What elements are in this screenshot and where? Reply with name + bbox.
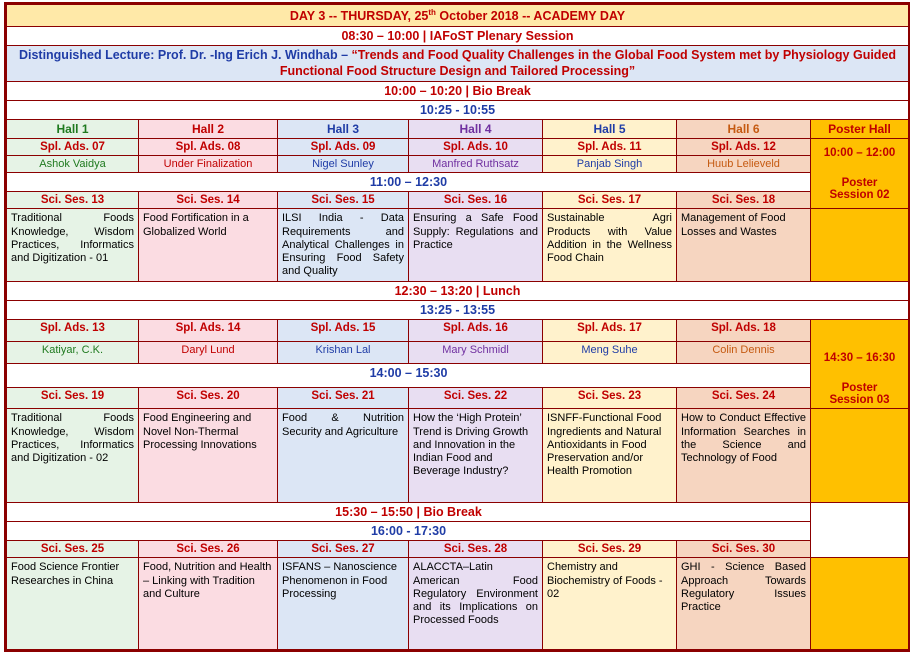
block2-speaker-4: Mary Schmidl: [409, 341, 543, 363]
hall-header-4: Hall 4: [409, 120, 543, 139]
poster-session-02-spacer: [811, 209, 909, 282]
block2-speaker-3: Krishan Lal: [278, 341, 409, 363]
poster-session-03-label: Poster: [841, 382, 878, 395]
block2-code-6: Spl. Ads. 18: [677, 320, 811, 342]
block1-speaker-1: Ashok Vaidya: [7, 156, 139, 173]
block2-code-row: [7, 320, 909, 342]
block2-session-code-6: Sci. Ses. 24: [677, 387, 811, 409]
block1-topic-1: Traditional Foods Knowledge, Wisdom Practices, Informatics and Digitization - 01: [7, 209, 139, 282]
block2-session-code-4: Sci. Ses. 22: [409, 387, 543, 409]
block2-speaker-6: Colin Dennis: [677, 341, 811, 363]
block2-session-code-row: [7, 387, 909, 409]
block1-code-5: Spl. Ads. 11: [543, 139, 677, 156]
block1-session-code-4: Sci. Ses. 16: [409, 192, 543, 209]
block3-topic-row: [7, 558, 909, 650]
bio-break-1-row: [7, 82, 909, 101]
bio-break-2-row: [7, 503, 909, 522]
plenary-title-row: [7, 46, 909, 82]
block2-code-3: Spl. Ads. 15: [278, 320, 409, 342]
slot-2-time: 13:25 - 13:55: [7, 301, 909, 320]
block1-code-2: Spl. Ads. 08: [139, 139, 278, 156]
block2-session-code-3: Sci. Ses. 21: [278, 387, 409, 409]
day-banner-row: [7, 5, 909, 27]
poster-session-03-time: 14:30 – 16:30: [823, 352, 896, 365]
block3-session-code-3: Sci. Ses. 27: [278, 541, 409, 558]
hall-header-2: Hall 2: [139, 120, 278, 139]
block1-band-row: [7, 173, 909, 192]
block1-speaker-5: Panjab Singh: [543, 156, 677, 173]
plenary-lecturer: Distinguished Lecture: Prof. Dr. -Ing Erich J. Windhab –: [18, 48, 352, 63]
block1-band-time: 11:00 – 12:30: [7, 173, 811, 192]
block1-topic-2: Food Fortification in a Globalized World: [139, 209, 278, 282]
block3-topic-6: GHI - Science Based Approach Towards Regulatory Issues Practice: [677, 558, 811, 650]
block3-session-code-5: Sci. Ses. 29: [543, 541, 677, 558]
lunch-row: [7, 282, 909, 301]
hall-header-6: Hall 6: [677, 120, 811, 139]
block1-topic-row: [7, 209, 909, 282]
hall-header-poster: Poster Hall: [811, 120, 909, 139]
block2-topic-1: Traditional Foods Knowledge, Wisdom Practices, Informatics and Digitization - 02: [7, 409, 139, 503]
block2-topic-3: Food & Nutrition Security and Agriculture: [278, 409, 409, 503]
block1-speaker-row: [7, 156, 909, 173]
day-banner-post: October 2018 -- ACADEMY DAY: [435, 9, 626, 24]
block2-topic-2: Food Engineering and Novel Non-Thermal Processing Innovations: [139, 409, 278, 503]
block1-code-1: Spl. Ads. 07: [7, 139, 139, 156]
block3-topic-4: ALACCTA–Latin American Food Regulatory Environment and its Implications on Processed Foods: [409, 558, 543, 650]
block1-session-code-6: Sci. Ses. 18: [677, 192, 811, 209]
poster-session-03-number: Session 03: [829, 394, 890, 407]
block1-session-code-3: Sci. Ses. 15: [278, 192, 409, 209]
block2-session-code-1: Sci. Ses. 19: [7, 387, 139, 409]
block1-speaker-4: Manfred Ruthsatz: [409, 156, 543, 173]
day-banner-pre: DAY 3 -- THURSDAY, 25: [289, 9, 429, 24]
hall-header-5: Hall 5: [543, 120, 677, 139]
poster-session-02-number: Session 02: [829, 188, 890, 201]
block3-session-code-6: Sci. Ses. 30: [677, 541, 811, 558]
block3-session-code-2: Sci. Ses. 26: [139, 541, 278, 558]
block1-topic-4: Ensuring a Safe Food Supply: Regulations and Practice: [409, 209, 543, 282]
poster-session-02-cell: [811, 139, 909, 209]
block2-topic-5: ISNFF-Functional Food Ingredients and Natural Antioxidants in Food Preservation and/or Health Promotion: [543, 409, 677, 503]
block1-code-4: Spl. Ads. 10: [409, 139, 543, 156]
block1-code-3: Spl. Ads. 09: [278, 139, 409, 156]
day-banner: [7, 5, 909, 27]
bio-break-1: 10:00 – 10:20 | Bio Break: [7, 82, 909, 101]
block2-band-time: 14:00 – 15:30: [7, 363, 811, 387]
poster-session-03-cont: [811, 503, 909, 558]
plenary-title: [7, 46, 909, 82]
block1-topic-6: Management of Food Losses and Wastes: [677, 209, 811, 282]
lunch-label: 12:30 – 13:20 | Lunch: [7, 282, 909, 301]
block1-speaker-2: Under Finalization: [139, 156, 278, 173]
block2-speaker-2: Daryl Lund: [139, 341, 278, 363]
hall-header-3: Hall 3: [278, 120, 409, 139]
block3-band-time: 16:00 - 17:30: [7, 522, 811, 541]
block2-speaker-row: [7, 341, 909, 363]
block3-band-row: [7, 522, 909, 541]
block2-speaker-5: Meng Suhe: [543, 341, 677, 363]
poster-session-02-label: Poster: [841, 176, 878, 189]
day-banner-sup: th: [428, 8, 436, 17]
slot-1-time-row: [7, 101, 909, 120]
block1-session-code-1: Sci. Ses. 13: [7, 192, 139, 209]
block1-session-code-row: [7, 192, 909, 209]
block2-code-5: Spl. Ads. 17: [543, 320, 677, 342]
poster-session-02-time: 10:00 – 12:00: [823, 146, 896, 159]
poster-session-03-spacer: [811, 409, 909, 503]
hall-header-1: Hall 1: [7, 120, 139, 139]
slot-2-time-row: [7, 301, 909, 320]
block3-session-code-4: Sci. Ses. 28: [409, 541, 543, 558]
block2-code-2: Spl. Ads. 14: [139, 320, 278, 342]
plenary-time-row: [7, 27, 909, 46]
block2-topic-4: How the ‘High Protein’ Trend is Driving Growth and Innovation in the Indian Food and Beverage Industry?: [409, 409, 543, 503]
block2-code-4: Spl. Ads. 16: [409, 320, 543, 342]
plenary-time: 08:30 – 10:00 | IAFoST Plenary Session: [7, 27, 909, 46]
poster-session-03-cell: [811, 320, 909, 409]
block3-session-code-1: Sci. Ses. 25: [7, 541, 139, 558]
block2-speaker-1: Katiyar, C.K.: [7, 341, 139, 363]
block2-band-row: [7, 363, 909, 387]
block3-topic-5: Chemistry and Biochemistry of Foods - 02: [543, 558, 677, 650]
poster-session-03-bottom: [811, 558, 909, 650]
block3-topic-3: ISFANS – Nanoscience Phenomenon in Food Processing: [278, 558, 409, 650]
hall-header-row: [7, 120, 909, 139]
block3-session-code-row: [7, 541, 909, 558]
bio-break-2: 15:30 – 15:50 | Bio Break: [7, 503, 811, 522]
block1-session-code-2: Sci. Ses. 14: [139, 192, 278, 209]
block2-topic-6: How to Conduct Effective Information Searches in the Science and Technology of Food: [677, 409, 811, 503]
block1-code-6: Spl. Ads. 12: [677, 139, 811, 156]
block2-topic-row: [7, 409, 909, 503]
block3-topic-2: Food, Nutrition and Health – Linking with Tradition and Culture: [139, 558, 278, 650]
schedule-table-container: [4, 2, 910, 652]
block1-topic-5: Sustainable Agri Products with Value Addition in the Wellness Food Chain: [543, 209, 677, 282]
block3-topic-1: Food Science Frontier Researches in China: [7, 558, 139, 650]
plenary-topic: “Trends and Food Quality Challenges in the Global Food System met by Physiology Guided Functional Food Structure Design and Tailored Processing”: [279, 48, 897, 78]
slot-1-time: 10:25 - 10:55: [7, 101, 909, 120]
block1-code-row: [7, 139, 909, 156]
block1-speaker-6: Huub Lelieveld: [677, 156, 811, 173]
block1-session-code-5: Sci. Ses. 17: [543, 192, 677, 209]
block1-topic-3: ILSI India - Data Requirements and Analytical Challenges in Ensuring Food Safety and Quality: [278, 209, 409, 282]
schedule-table: [6, 4, 909, 650]
block2-session-code-2: Sci. Ses. 20: [139, 387, 278, 409]
block2-session-code-5: Sci. Ses. 23: [543, 387, 677, 409]
block2-code-1: Spl. Ads. 13: [7, 320, 139, 342]
block1-speaker-3: Nigel Sunley: [278, 156, 409, 173]
